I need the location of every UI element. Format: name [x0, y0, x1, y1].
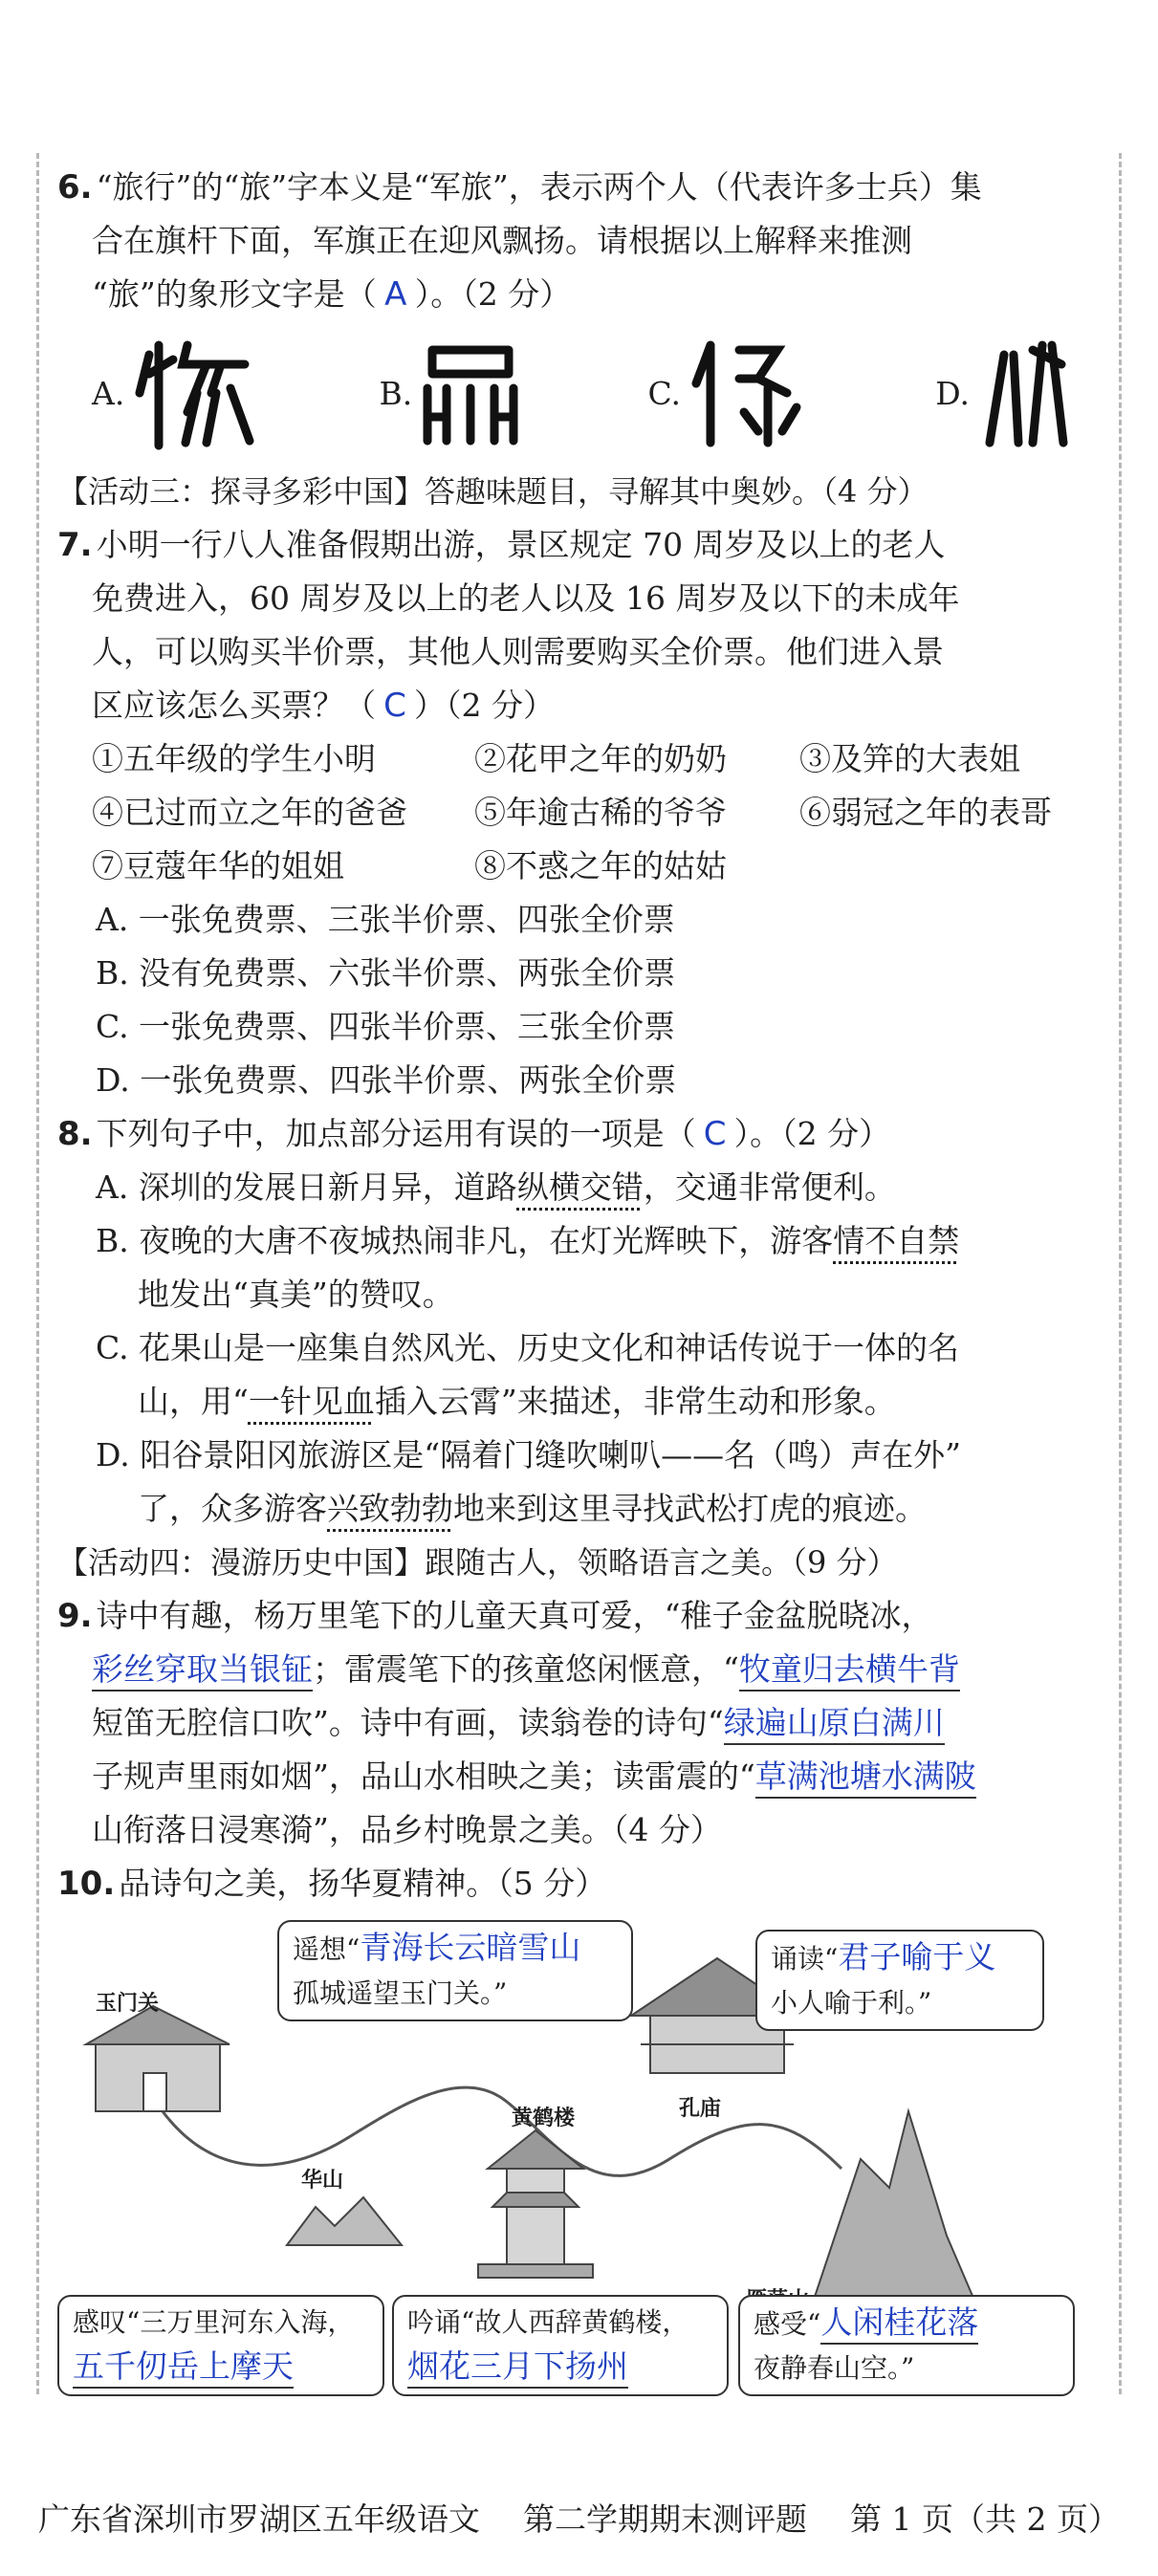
right-dashed-border [1119, 153, 1122, 2394]
q6-option-a[interactable]: A. [92, 336, 254, 450]
q9-line-4: 子规声里雨如烟”，品山水相映之美；读雷震的“草满池塘水满陂 [57, 1750, 1109, 1803]
q9-answer-3[interactable]: 绿遍山原白满川 [724, 1704, 945, 1745]
q10-answer-4[interactable]: 烟花三月下扬州 [407, 2347, 628, 2389]
place-label-huashan: 华山 [301, 2169, 344, 2193]
q10-answer-2[interactable]: 君子喻于义 [838, 1938, 996, 1976]
q6-option-b[interactable]: B. [380, 336, 524, 450]
page-footer [38, 2486, 1120, 2553]
q10-answer-1[interactable]: 青海长云暗雪山 [360, 1929, 581, 1966]
seal-glyph-c-icon [687, 336, 811, 450]
left-dashed-border [36, 153, 39, 2394]
q7-item: ⑥弱冠之年的表哥 [799, 794, 1052, 831]
q7-item: ③及笄的大表姐 [799, 740, 1020, 777]
q7-choice-a[interactable]: A. 一张免费票、三张半价票、四张全价票 [96, 901, 675, 938]
q8-choice-b[interactable]: B. 夜晚的大唐不夜城热闹非凡，在灯光辉映下，游客情不自禁 [96, 1222, 960, 1259]
bubble-gantan: 感叹“三万里河东入海， 五千仞岳上摩天 [57, 2295, 384, 2396]
q9-answer-2[interactable]: 牧童归去横牛背 [739, 1650, 960, 1692]
q7-line-3: 人，可以购买半价票，其他人则需要购买全价票。他们进入景 [92, 633, 944, 670]
seal-glyph-d-icon [975, 336, 1071, 450]
q7-choice-b[interactable]: B. 没有免费票、六张半价票、两张全价票 [96, 954, 676, 992]
q7-answer: C [383, 687, 406, 725]
q10-stem: 10. 品诗句之美，扬华夏精神。（5 分） [57, 1865, 607, 1903]
q7-line-2: 免费进入，60 周岁及以上的老人以及 16 周岁及以下的未成年 [92, 579, 960, 617]
q8-choice-c-cont: 山，用“一针见血插入云霄”来描述，非常生动和形象。 [138, 1383, 896, 1420]
q8-choice-d-cont: 了，众多游客兴致勃勃地来到这里寻找武松打虎的痕迹。 [138, 1490, 927, 1527]
q7-choice-c[interactable]: C. 一张免费票、四张半价票、三张全价票 [96, 1008, 676, 1045]
q6-glyph-options [57, 321, 1109, 465]
q7-item: ⑧不惑之年的姑姑 [474, 847, 727, 884]
bubble-songdu: 诵读“君子喻于义 小人喻于利。” [755, 1930, 1044, 2031]
q8-stem: 8. 下列句子中，加点部分运用有误的一项是（ C ）。（2 分） [57, 1107, 1109, 1161]
q8-choice-d[interactable]: D. 阳谷景阳冈旅游区是“隔着门缝吹喇叭——名（鸣）声在外” [96, 1436, 962, 1474]
q9-line-5: 山衔落日浸寒漪”，品乡村晚景之美。（4 分） [92, 1811, 722, 1848]
yellow-crane-tower-icon [478, 2130, 593, 2278]
q6-number: 6. [57, 168, 93, 207]
q6-line-2: 合在旗杆下面，军旗正在迎风飘扬。请根据以上解释来推测 [92, 222, 912, 259]
q7-line-1: 7. 小明一行八人准备假期出游，景区规定 70 周岁及以上的老人 [57, 526, 946, 564]
seal-glyph-a-icon [130, 336, 254, 450]
place-label-confucius-temple: 孔庙 [679, 2097, 722, 2121]
q6-line-1: 6. “旅行”的“旅”字本义是“军旅”，表示两个人（代表许多士兵）集 [57, 168, 982, 207]
q8-choice-c[interactable]: C. 花果山是一座集自然风光、历史文化和神话传说于一体的名 [96, 1329, 960, 1366]
q8-choice-b-cont: 地发出“真美”的赞叹。 [138, 1276, 454, 1313]
gate-tower-icon [86, 2006, 229, 2111]
q7-person-list [57, 732, 1109, 893]
bubble-ganshou: 感受“人闲桂花落 夜静春山空。” [738, 2295, 1075, 2396]
q7-item: ⑤年逾古稀的爷爷 [474, 794, 727, 831]
q9-answer-1[interactable]: 彩丝穿取当银钲 [92, 1650, 313, 1692]
footer-left: 广东省深圳市罗湖区五年级语文 [38, 2500, 480, 2538]
q8-answer: C [703, 1115, 727, 1153]
q7-line-4: 区应该怎么买票？（ C ）（2 分） [57, 679, 1109, 732]
yandang-mountain-icon [813, 2111, 975, 2303]
q9-line-1: 9. 诗中有趣，杨万里笔下的儿童天真可爱，“稚子金盆脱晓冰， [57, 1597, 933, 1635]
bubble-yinsong: 吟诵“故人西辞黄鹤楼， 烟花三月下扬州 [392, 2295, 729, 2396]
q7-item: ①五年级的学生小明 [92, 740, 376, 777]
q7-choice-d[interactable]: D. 一张免费票、四张半价票、两张全价票 [96, 1061, 677, 1099]
place-label-yellow-crane: 黄鹤楼 [512, 2107, 576, 2130]
place-label-yumenguan: 玉门关 [96, 1992, 160, 2016]
activity-three-heading: 【活动三：探寻多彩中国】答趣味题目，寻解其中奥妙。（4 分） [57, 473, 929, 510]
q10-illustration [57, 1920, 1109, 2398]
q10-answer-5[interactable]: 人闲桂花落 [820, 2303, 978, 2345]
q6-option-c[interactable]: C. [647, 336, 811, 450]
q7-item: ⑦豆蔻年华的姐姐 [92, 847, 344, 884]
q9-answer-4[interactable]: 草满池塘水满陂 [755, 1757, 976, 1799]
q9-line-3: 短笛无腔信口吹”。诗中有画，读翁卷的诗句“绿遍山原白满川 [57, 1696, 1109, 1750]
footer-page-number: 第 1 页（共 2 页） [850, 2500, 1120, 2538]
exam-page [57, 161, 1109, 2398]
huashan-mountain-icon [287, 2197, 402, 2245]
seal-glyph-b-icon [418, 336, 523, 450]
activity-four-heading: 【活动四：漫游历史中国】跟随古人，领略语言之美。（9 分） [57, 1544, 898, 1581]
q7-item: ②花甲之年的奶奶 [474, 740, 727, 777]
q6-option-d[interactable]: D. [935, 336, 1071, 450]
bubble-yaoxiang: 遥想“青海长云暗雪山 孤城遥望玉门关。” [277, 1920, 633, 2021]
q10-answer-3[interactable]: 五千仞岳上摩天 [73, 2347, 294, 2389]
q6-answer: A [384, 275, 407, 314]
q8-choice-a[interactable]: A. 深圳的发展日新月异，道路纵横交错，交通非常便利。 [96, 1168, 896, 1206]
q6-line-3: “旅”的象形文字是（ A ）。（2 分） [57, 268, 1109, 321]
footer-middle: 第二学期期末测评题 [523, 2500, 808, 2538]
q7-item: ④已过而立之年的爸爸 [92, 794, 407, 831]
q9-line-2: 彩丝穿取当银钲；雷震笔下的孩童悠闲惬意，“牧童归去横牛背 [57, 1643, 1109, 1696]
